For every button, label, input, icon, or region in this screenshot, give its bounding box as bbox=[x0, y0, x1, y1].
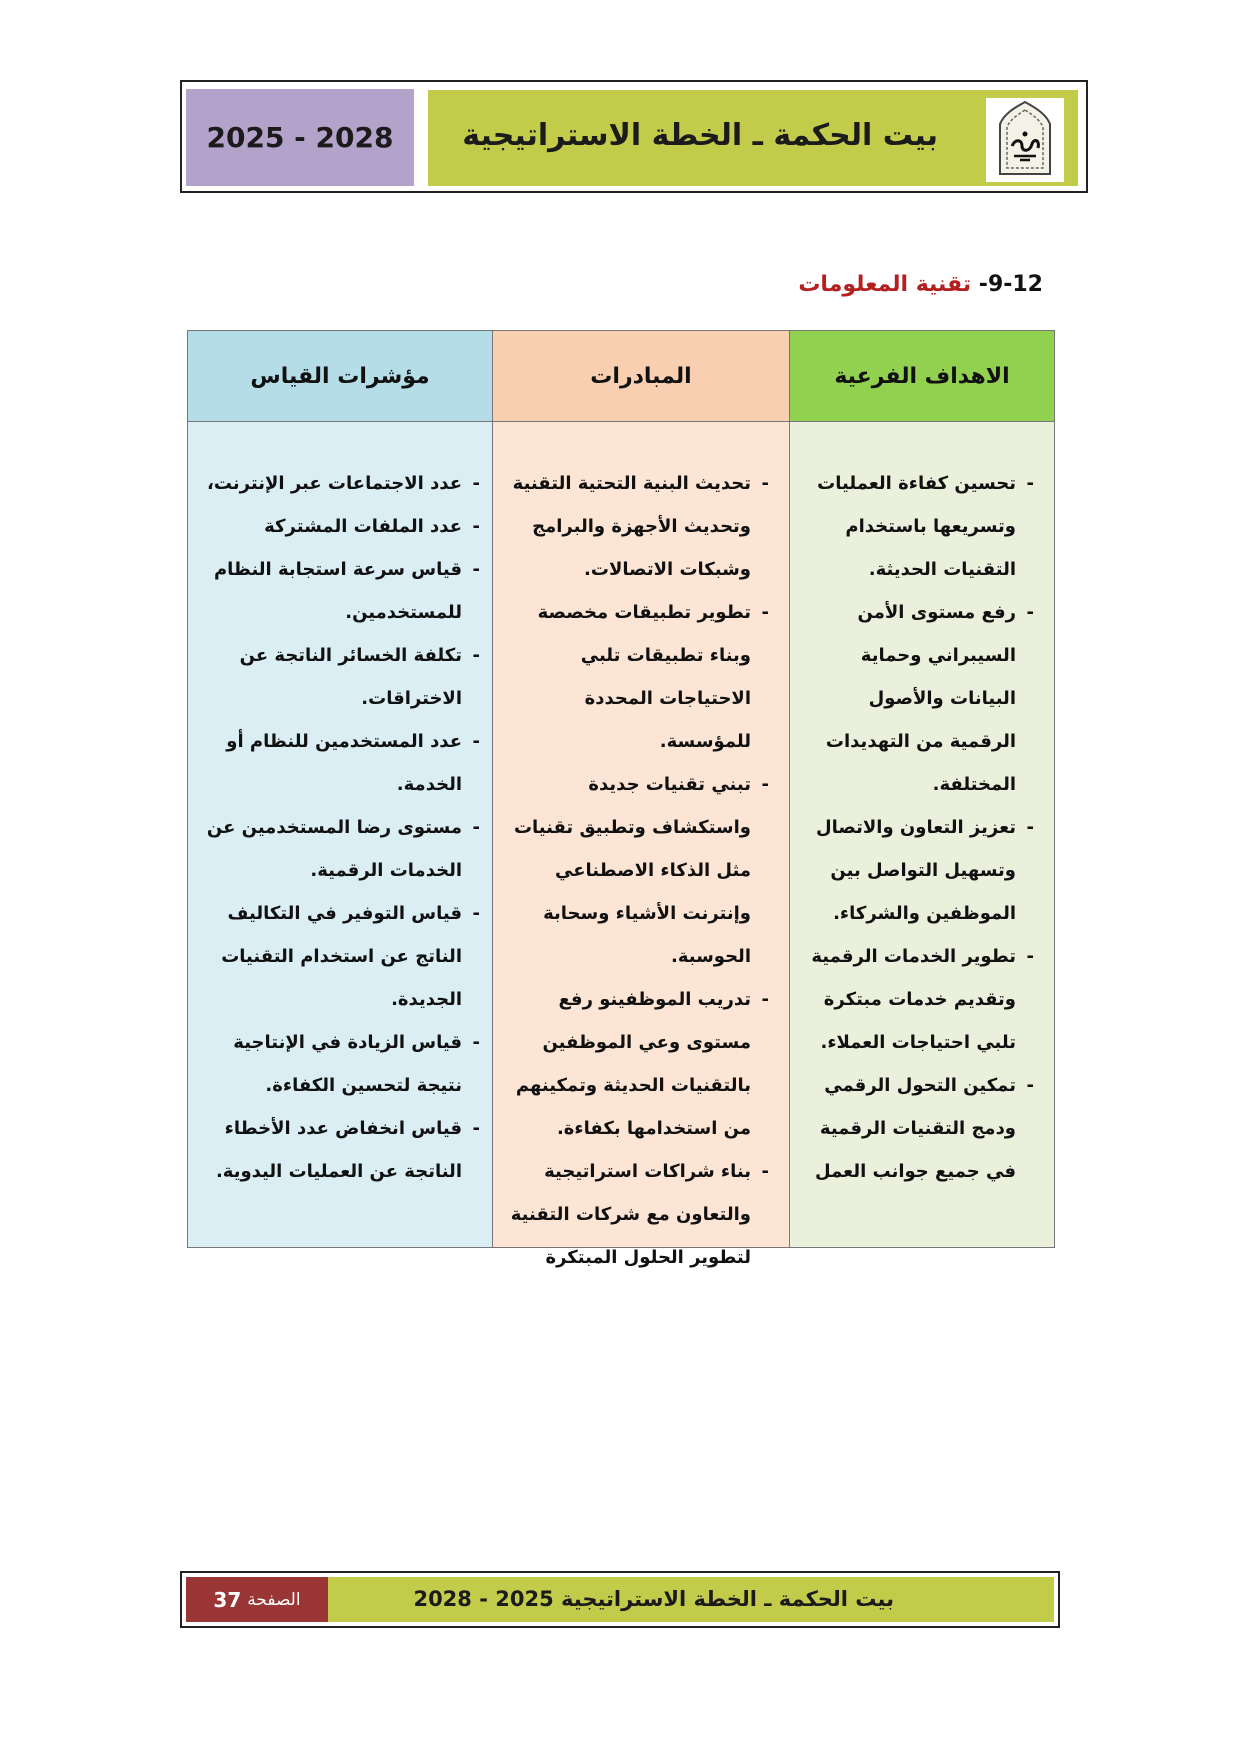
list-item: - قياس انخفاض عدد الأخطاء الناتجة عن العمليات اليدوية. bbox=[198, 1107, 480, 1193]
list-item: - تحديث البنية التحتية التقنية وتحديث الأجهزة والبرامج وشبكات الاتصالات. bbox=[507, 462, 769, 591]
list-item: - تمكين التحول الرقمي ودمج التقنيات الرقمية في جميع جوانب العمل bbox=[802, 1064, 1034, 1193]
list-item: - تكلفة الخسائر الناتجة عن الاختراقات. bbox=[198, 634, 480, 720]
section-title: تقنية المعلومات bbox=[798, 272, 972, 297]
section-heading bbox=[798, 272, 1043, 297]
header-years: 2025 - 2028 bbox=[206, 121, 394, 154]
header-title-box bbox=[428, 90, 1078, 186]
goals-column bbox=[789, 331, 1054, 1247]
page-label: الصفحة bbox=[247, 1589, 301, 1610]
strategy-table bbox=[187, 330, 1055, 1268]
list-item: - تطوير الخدمات الرقمية وتقديم خدمات مبتكرة تلبي احتياجات العملاء. bbox=[802, 935, 1034, 1064]
list-item: - عدد المستخدمين للنظام أو الخدمة. bbox=[198, 720, 480, 806]
bayt-al-hikma-logo bbox=[986, 98, 1064, 182]
goals-header: الاهداف الفرعية bbox=[790, 331, 1054, 422]
page-number-box bbox=[186, 1577, 328, 1622]
list-item: - عدد الاجتماعات عبر الإنترنت، bbox=[198, 462, 480, 505]
list-item: - قياس سرعة استجابة النظام للمستخدمين. bbox=[198, 548, 480, 634]
list-item: - قياس الزيادة في الإنتاجية نتيجة لتحسين الكفاءة. bbox=[198, 1021, 480, 1107]
list-item: - قياس التوفير في التكاليف الناتج عن استخدام التقنيات الجديدة. bbox=[198, 892, 480, 1021]
kpis-list bbox=[198, 462, 480, 1193]
header-title: بيت الحكمة ـ الخطة الاستراتيجية bbox=[462, 118, 938, 153]
page-footer bbox=[180, 1571, 1060, 1628]
list-item: - تدريب الموظفينو رفع مستوى وعي الموظفين بالتقنيات الحديثة وتمكينهم من استخدامها بكفاءة. bbox=[507, 978, 769, 1150]
list-item: - رفع مستوى الأمن السيبراني وحماية البيانات والأصول الرقمية من التهديدات المختلفة. bbox=[802, 591, 1034, 806]
list-item: - عدد الملفات المشتركة bbox=[198, 505, 480, 548]
logo-emblem-icon bbox=[986, 98, 1064, 182]
header-years-box bbox=[186, 89, 414, 186]
list-item: - تعزيز التعاون والاتصال وتسهيل التواصل بين الموظفين والشركاء. bbox=[802, 806, 1034, 935]
page-header bbox=[180, 80, 1088, 193]
list-item: - تطوير تطبيقات مخصصة وبناء تطبيقات تلبي الاحتياجات المحددة للمؤسسة. bbox=[507, 591, 769, 763]
list-item: - تحسين كفاءة العمليات وتسريعها باستخدام التقنيات الحديثة. bbox=[802, 462, 1034, 591]
initiatives-column bbox=[492, 331, 789, 1268]
initiatives-list bbox=[507, 462, 769, 1279]
footer-title: بيت الحكمة ـ الخطة الاستراتيجية 2025 - 2028 bbox=[413, 1587, 894, 1611]
list-item: - تبني تقنيات جديدة واستكشاف وتطبيق تقنيات مثل الذكاء الاصطناعي وإنترنت الأشياء وسحابة الحوسبة. bbox=[507, 763, 769, 978]
kpis-column bbox=[188, 331, 492, 1247]
section-number: 9-12- bbox=[978, 272, 1043, 297]
page-number: 37 bbox=[213, 1587, 242, 1612]
footer-title-box bbox=[328, 1577, 1054, 1622]
list-item: - بناء شراكات استراتيجية والتعاون مع شركات التقنية لتطوير الحلول المبتكرة bbox=[507, 1150, 769, 1279]
kpis-header: مؤشرات القياس bbox=[188, 331, 492, 422]
list-item: - مستوى رضا المستخدمين عن الخدمات الرقمية. bbox=[198, 806, 480, 892]
goals-list bbox=[802, 462, 1034, 1193]
initiatives-header: المبادرات bbox=[493, 331, 789, 422]
